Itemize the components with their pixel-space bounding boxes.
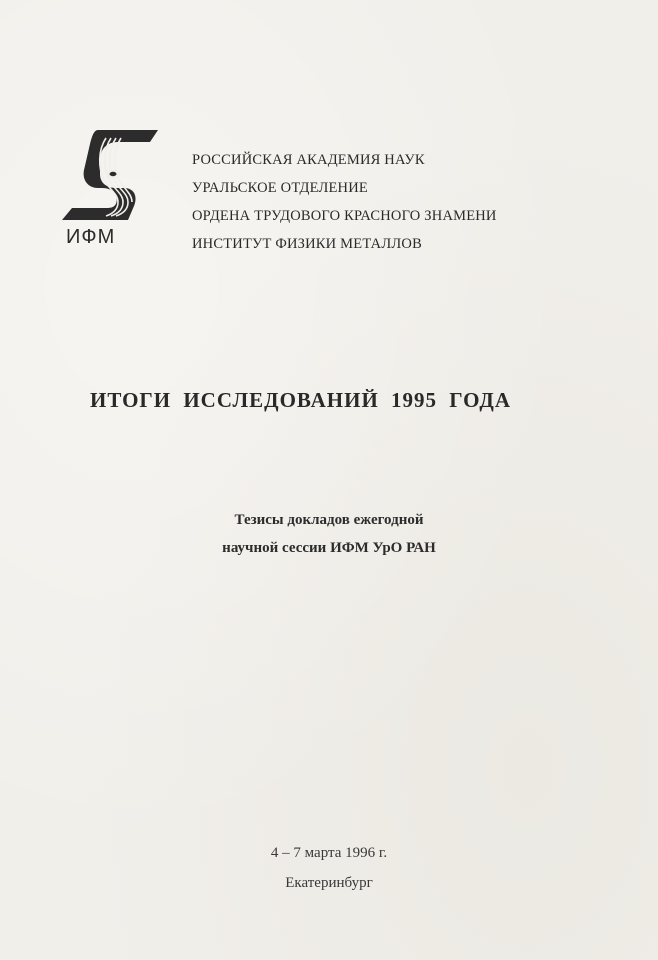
session-dates: 4 – 7 марта 1996 г. xyxy=(270,845,388,861)
org-line-institute: ИНСТИТУТ ФИЗИКИ МЕТАЛЛОВ xyxy=(192,236,422,252)
publication-footer xyxy=(0,838,658,898)
subtitle-line-2: научной сессии ИФМ УрО РАН xyxy=(222,540,436,556)
subtitle-line-1: Тезисы докладов ежегодной xyxy=(234,512,424,528)
org-line-order: ОРДЕНА ТРУДОВОГО КРАСНОГО ЗНАМЕНИ xyxy=(192,208,497,224)
ifm-logo-emblem xyxy=(58,128,162,222)
document-subtitle xyxy=(0,506,658,562)
org-line-academy: РОССИЙСКАЯ АКАДЕМИЯ НАУК xyxy=(192,152,425,168)
org-line-branch: УРАЛЬСКОЕ ОТДЕЛЕНИЕ xyxy=(192,180,368,196)
organization-block xyxy=(192,146,497,258)
document-title: ИТОГИ ИССЛЕДОВАНИЙ 1995 ГОДА xyxy=(90,388,512,412)
logo-abbreviation: ИФМ xyxy=(66,226,116,248)
city-name: Екатеринбург xyxy=(285,875,373,891)
